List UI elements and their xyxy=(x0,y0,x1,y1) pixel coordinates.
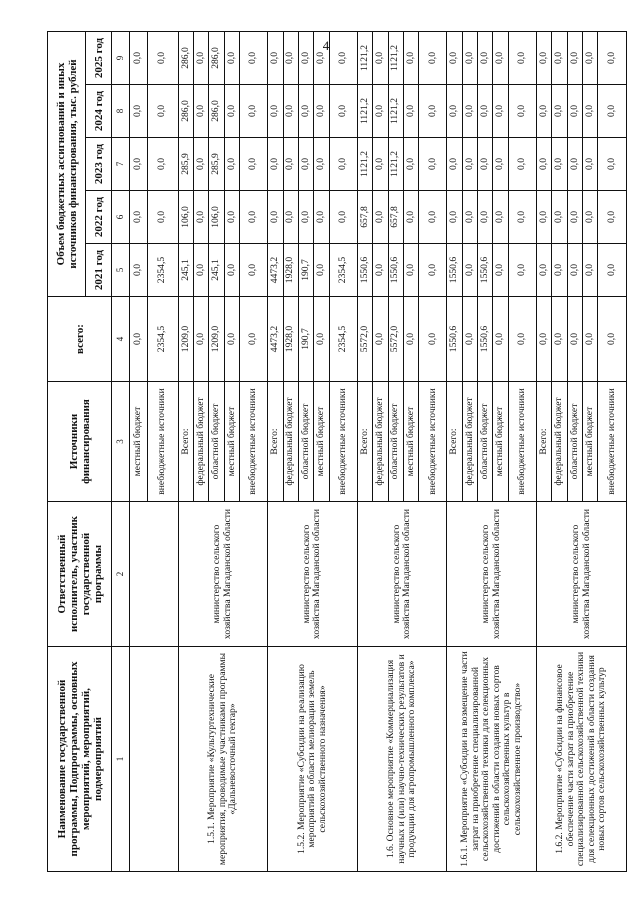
year-value: 0,0 xyxy=(462,244,477,297)
year-value: 1550,6 xyxy=(447,244,462,297)
year-value: 0,0 xyxy=(283,191,298,244)
year-value: 0,0 xyxy=(129,244,147,297)
year-value: 0,0 xyxy=(403,191,418,244)
column-numbers-row xyxy=(112,32,130,872)
total-value: 0,0 xyxy=(403,297,418,382)
year-value: 1121,2 xyxy=(357,138,372,191)
year-value: 0,0 xyxy=(447,138,462,191)
total-value: 0,0 xyxy=(419,297,447,382)
year-value: 0,0 xyxy=(373,244,388,297)
table-row xyxy=(447,32,462,872)
year-value: 0,0 xyxy=(583,85,598,138)
year-value: 106,0 xyxy=(178,191,193,244)
year-value: 0,0 xyxy=(240,191,268,244)
year-value: 0,0 xyxy=(583,244,598,297)
year-value: 0,0 xyxy=(193,244,208,297)
year-value: 0,0 xyxy=(240,244,268,297)
year-value: 1550,6 xyxy=(388,244,403,297)
year-value: 286,0 xyxy=(209,85,224,138)
year-value: 0,0 xyxy=(537,85,552,138)
total-value: 1550,6 xyxy=(447,297,462,382)
year-value: 0,0 xyxy=(508,138,536,191)
source-cell: федеральный бюджет xyxy=(462,382,477,502)
source-cell: местный бюджет xyxy=(129,382,147,502)
year-value: 0,0 xyxy=(567,191,582,244)
total-value: 5572,0 xyxy=(388,297,403,382)
year-value: 0,0 xyxy=(224,138,239,191)
year-value: 0,0 xyxy=(508,32,536,85)
total-value: 0,0 xyxy=(193,297,208,382)
source-cell: Всего: xyxy=(447,382,462,502)
column-number: 2 xyxy=(112,502,130,647)
year-value: 245,1 xyxy=(209,244,224,297)
year-value: 0,0 xyxy=(478,138,493,191)
column-number: 5 xyxy=(112,244,130,297)
source-cell: внебюджетные источники xyxy=(329,382,357,502)
total-value: 1550,6 xyxy=(478,297,493,382)
year-value: 0,0 xyxy=(419,138,447,191)
total-value: 4473,2 xyxy=(268,297,283,382)
year-value: 1550,6 xyxy=(357,244,372,297)
year-value: 1121,2 xyxy=(388,138,403,191)
source-cell: федеральный бюджет xyxy=(283,382,298,502)
year-value: 657,8 xyxy=(388,191,403,244)
source-cell: Всего: xyxy=(357,382,372,502)
source-cell: федеральный бюджет xyxy=(552,382,567,502)
total-value: 0,0 xyxy=(129,297,147,382)
total-value: 1209,0 xyxy=(209,297,224,382)
year-value: 0,0 xyxy=(462,191,477,244)
source-cell: федеральный бюджет xyxy=(373,382,388,502)
year-value: 0,0 xyxy=(447,32,462,85)
source-cell: местный бюджет xyxy=(403,382,418,502)
year-value: 0,0 xyxy=(552,85,567,138)
year-value: 0,0 xyxy=(552,244,567,297)
total-value: 0,0 xyxy=(567,297,582,382)
column-number: 6 xyxy=(112,191,130,244)
year-value: 0,0 xyxy=(567,85,582,138)
year-value: 0,0 xyxy=(147,138,178,191)
year-value: 0,0 xyxy=(537,244,552,297)
source-cell: внебюджетные источники xyxy=(508,382,536,502)
header-year: 2024 год xyxy=(86,85,112,138)
year-value: 0,0 xyxy=(329,32,357,85)
source-cell: федеральный бюджет xyxy=(193,382,208,502)
year-value: 0,0 xyxy=(567,244,582,297)
source-cell: областной бюджет xyxy=(478,382,493,502)
year-value: 0,0 xyxy=(129,191,147,244)
year-value: 0,0 xyxy=(583,32,598,85)
total-value: 1209,0 xyxy=(178,297,193,382)
executor-cell-continued xyxy=(129,502,178,647)
year-value: 0,0 xyxy=(268,32,283,85)
year-value: 0,0 xyxy=(129,32,147,85)
year-value: 0,0 xyxy=(193,85,208,138)
measure-name: 1.6.1. Мероприятие «Субсидии на возмещение части затрат на приобретение специализированной сельскохозяйственной техники для селекционных достижений в области создания новых сортов сельскохозяйственных культур в сельскохозяйственное производство» xyxy=(447,647,537,872)
total-value: 0,0 xyxy=(462,297,477,382)
year-value: 657,8 xyxy=(357,191,372,244)
year-value: 0,0 xyxy=(373,32,388,85)
year-value: 0,0 xyxy=(147,32,178,85)
year-value: 0,0 xyxy=(447,191,462,244)
year-value: 0,0 xyxy=(224,85,239,138)
column-number: 3 xyxy=(112,382,130,502)
year-value: 190,7 xyxy=(298,244,313,297)
total-value: 2354,5 xyxy=(329,297,357,382)
header-year: 2025 год xyxy=(86,32,112,85)
header-year: 2023 год xyxy=(86,138,112,191)
year-value: 0,0 xyxy=(598,244,627,297)
year-value: 0,0 xyxy=(493,244,508,297)
year-value: 0,0 xyxy=(193,191,208,244)
year-value: 1121,2 xyxy=(388,32,403,85)
total-value: 5572,0 xyxy=(357,297,372,382)
year-value: 0,0 xyxy=(598,32,627,85)
year-value: 0,0 xyxy=(129,85,147,138)
year-value: 0,0 xyxy=(552,32,567,85)
year-value: 0,0 xyxy=(508,244,536,297)
executor-name: министерство сельского хозяйства Магаданской области xyxy=(357,502,447,647)
year-value: 1121,2 xyxy=(357,85,372,138)
column-number: 7 xyxy=(112,138,130,191)
year-value: 0,0 xyxy=(147,85,178,138)
year-value: 0,0 xyxy=(329,191,357,244)
year-value: 0,0 xyxy=(298,138,313,191)
source-cell: Всего: xyxy=(268,382,283,502)
year-value: 0,0 xyxy=(537,138,552,191)
year-value: 0,0 xyxy=(314,244,329,297)
year-value: 0,0 xyxy=(283,138,298,191)
year-value: 0,0 xyxy=(583,191,598,244)
year-value: 0,0 xyxy=(403,32,418,85)
year-value: 1121,2 xyxy=(357,32,372,85)
table-row xyxy=(129,32,147,872)
source-cell: местный бюджет xyxy=(493,382,508,502)
column-number: 9 xyxy=(112,32,130,85)
executor-name: министерство сельского хозяйства Магаданской области xyxy=(537,502,627,647)
year-value: 0,0 xyxy=(478,191,493,244)
header-year: 2022 год xyxy=(86,191,112,244)
year-value: 0,0 xyxy=(447,85,462,138)
rotated-table-wrapper xyxy=(47,32,627,872)
header-source: Источники финансирования xyxy=(48,382,112,502)
total-value: 0,0 xyxy=(373,297,388,382)
total-value: 2354,5 xyxy=(147,297,178,382)
year-value: 0,0 xyxy=(268,85,283,138)
total-value: 0,0 xyxy=(508,297,536,382)
source-cell: областной бюджет xyxy=(209,382,224,502)
year-value: 1550,6 xyxy=(478,244,493,297)
year-value: 0,0 xyxy=(268,191,283,244)
column-number: 4 xyxy=(112,297,130,382)
year-value: 0,0 xyxy=(493,32,508,85)
total-value: 190,7 xyxy=(298,297,313,382)
year-value: 4473,2 xyxy=(268,244,283,297)
header-executor: Ответственный исполнитель, участник государственной программы xyxy=(48,502,112,647)
year-value: 0,0 xyxy=(298,85,313,138)
year-value: 0,0 xyxy=(462,32,477,85)
year-value: 286,0 xyxy=(209,32,224,85)
year-value: 286,0 xyxy=(178,32,193,85)
year-value: 0,0 xyxy=(493,138,508,191)
source-cell: областной бюджет xyxy=(298,382,313,502)
source-cell: местный бюджет xyxy=(224,382,239,502)
year-value: 0,0 xyxy=(298,191,313,244)
year-value: 0,0 xyxy=(329,138,357,191)
year-value: 1121,2 xyxy=(388,85,403,138)
total-value: 0,0 xyxy=(598,297,627,382)
measure-name: 1.5.1. Мероприятие «Культуртехнические мероприятия, проводимые участниками программы «Дальневосточный гектар» xyxy=(178,647,268,872)
year-value: 0,0 xyxy=(373,85,388,138)
year-value: 0,0 xyxy=(240,85,268,138)
source-cell: внебюджетные источники xyxy=(147,382,178,502)
year-value: 0,0 xyxy=(314,191,329,244)
year-value: 0,0 xyxy=(298,32,313,85)
year-value: 0,0 xyxy=(508,85,536,138)
source-cell: внебюджетные источники xyxy=(240,382,268,502)
header-year: 2021 год xyxy=(86,244,112,297)
year-value: 0,0 xyxy=(224,191,239,244)
year-value: 0,0 xyxy=(493,85,508,138)
year-value: 0,0 xyxy=(537,32,552,85)
year-value: 0,0 xyxy=(583,138,598,191)
total-value: 0,0 xyxy=(537,297,552,382)
table-row xyxy=(178,32,193,872)
total-value: 0,0 xyxy=(583,297,598,382)
table-row xyxy=(537,32,552,872)
year-value: 0,0 xyxy=(314,138,329,191)
source-cell: областной бюджет xyxy=(388,382,403,502)
year-value: 286,0 xyxy=(178,85,193,138)
year-value: 285,9 xyxy=(209,138,224,191)
year-value: 285,9 xyxy=(178,138,193,191)
table-row xyxy=(357,32,372,872)
executor-name: министерство сельского хозяйства Магаданской области xyxy=(178,502,268,647)
source-cell: областной бюджет xyxy=(567,382,582,502)
year-value: 0,0 xyxy=(462,138,477,191)
total-value: 0,0 xyxy=(224,297,239,382)
year-value: 0,0 xyxy=(598,138,627,191)
name-cell-continued xyxy=(129,647,178,872)
year-value: 0,0 xyxy=(419,32,447,85)
year-value: 0,0 xyxy=(314,85,329,138)
year-value: 0,0 xyxy=(552,138,567,191)
year-value: 0,0 xyxy=(567,32,582,85)
measure-name: 1.5.2. Мероприятие «Субсидии на реализацию мероприятий в области мелиорации земель сельскохозяйственного назначения» xyxy=(268,647,358,872)
year-value: 0,0 xyxy=(537,191,552,244)
year-value: 0,0 xyxy=(283,32,298,85)
source-cell: Всего: xyxy=(178,382,193,502)
year-value: 0,0 xyxy=(403,138,418,191)
year-value: 0,0 xyxy=(493,191,508,244)
year-value: 0,0 xyxy=(193,32,208,85)
year-value: 0,0 xyxy=(329,85,357,138)
year-value: 0,0 xyxy=(129,138,147,191)
year-value: 245,1 xyxy=(178,244,193,297)
year-value: 0,0 xyxy=(240,32,268,85)
year-value: 0,0 xyxy=(419,85,447,138)
year-value: 2354,5 xyxy=(147,244,178,297)
year-value: 0,0 xyxy=(224,32,239,85)
year-value: 0,0 xyxy=(462,85,477,138)
year-value: 0,0 xyxy=(552,191,567,244)
year-value: 0,0 xyxy=(193,138,208,191)
budget-table xyxy=(47,31,627,872)
year-value: 0,0 xyxy=(147,191,178,244)
column-number: 1 xyxy=(112,647,130,872)
executor-name: министерство сельского хозяйства Магаданской области xyxy=(447,502,537,647)
year-value: 0,0 xyxy=(419,244,447,297)
header-volume: Объем бюджетных ассигнований и иных источников финансирования, тыс. рублей xyxy=(48,32,86,297)
total-value: 0,0 xyxy=(493,297,508,382)
rotated-page xyxy=(47,32,627,872)
source-cell: внебюджетные источники xyxy=(598,382,627,502)
year-value: 0,0 xyxy=(419,191,447,244)
year-value: 1928,0 xyxy=(283,244,298,297)
year-value: 0,0 xyxy=(508,191,536,244)
total-value: 0,0 xyxy=(552,297,567,382)
year-value: 0,0 xyxy=(268,138,283,191)
column-number: 8 xyxy=(112,85,130,138)
year-value: 106,0 xyxy=(209,191,224,244)
year-value: 0,0 xyxy=(403,244,418,297)
year-value: 0,0 xyxy=(598,191,627,244)
year-value: 0,0 xyxy=(373,191,388,244)
year-value: 0,0 xyxy=(224,244,239,297)
year-value: 0,0 xyxy=(598,85,627,138)
measure-name: 1.6.2. Мероприятие «Субсидии на финансовое обеспечение части затрат на приобретение специализированной сельскохозяйственной техники для селекционных достижений в области создания новых сортов сельскохозяйственных культур xyxy=(537,647,627,872)
year-value: 0,0 xyxy=(283,85,298,138)
source-cell: местный бюджет xyxy=(583,382,598,502)
source-cell: местный бюджет xyxy=(314,382,329,502)
year-value: 0,0 xyxy=(567,138,582,191)
total-value: 0,0 xyxy=(314,297,329,382)
source-cell: Всего: xyxy=(537,382,552,502)
total-value: 0,0 xyxy=(240,297,268,382)
year-value: 0,0 xyxy=(478,85,493,138)
header-total: всего: xyxy=(48,297,112,382)
header-name: Наименование государственной программы, Подпрограммы, основных мероприятий, мероприятий, подмероприятий xyxy=(48,647,112,872)
executor-name: министерство сельского хозяйства Магаданской области xyxy=(268,502,358,647)
year-value: 0,0 xyxy=(240,138,268,191)
source-cell: внебюджетные источники xyxy=(419,382,447,502)
page-number: 4 xyxy=(322,38,330,53)
year-value: 0,0 xyxy=(403,85,418,138)
measure-name: 1.6. Основное мероприятие «Коммерциализация научных и (или) научно-технических результатов и продукции для агропромышленного комплекса» xyxy=(357,647,447,872)
table-row xyxy=(268,32,283,872)
year-value: 0,0 xyxy=(314,32,329,85)
year-value: 2354,5 xyxy=(329,244,357,297)
year-value: 0,0 xyxy=(373,138,388,191)
total-value: 1928,0 xyxy=(283,297,298,382)
year-value: 0,0 xyxy=(478,32,493,85)
